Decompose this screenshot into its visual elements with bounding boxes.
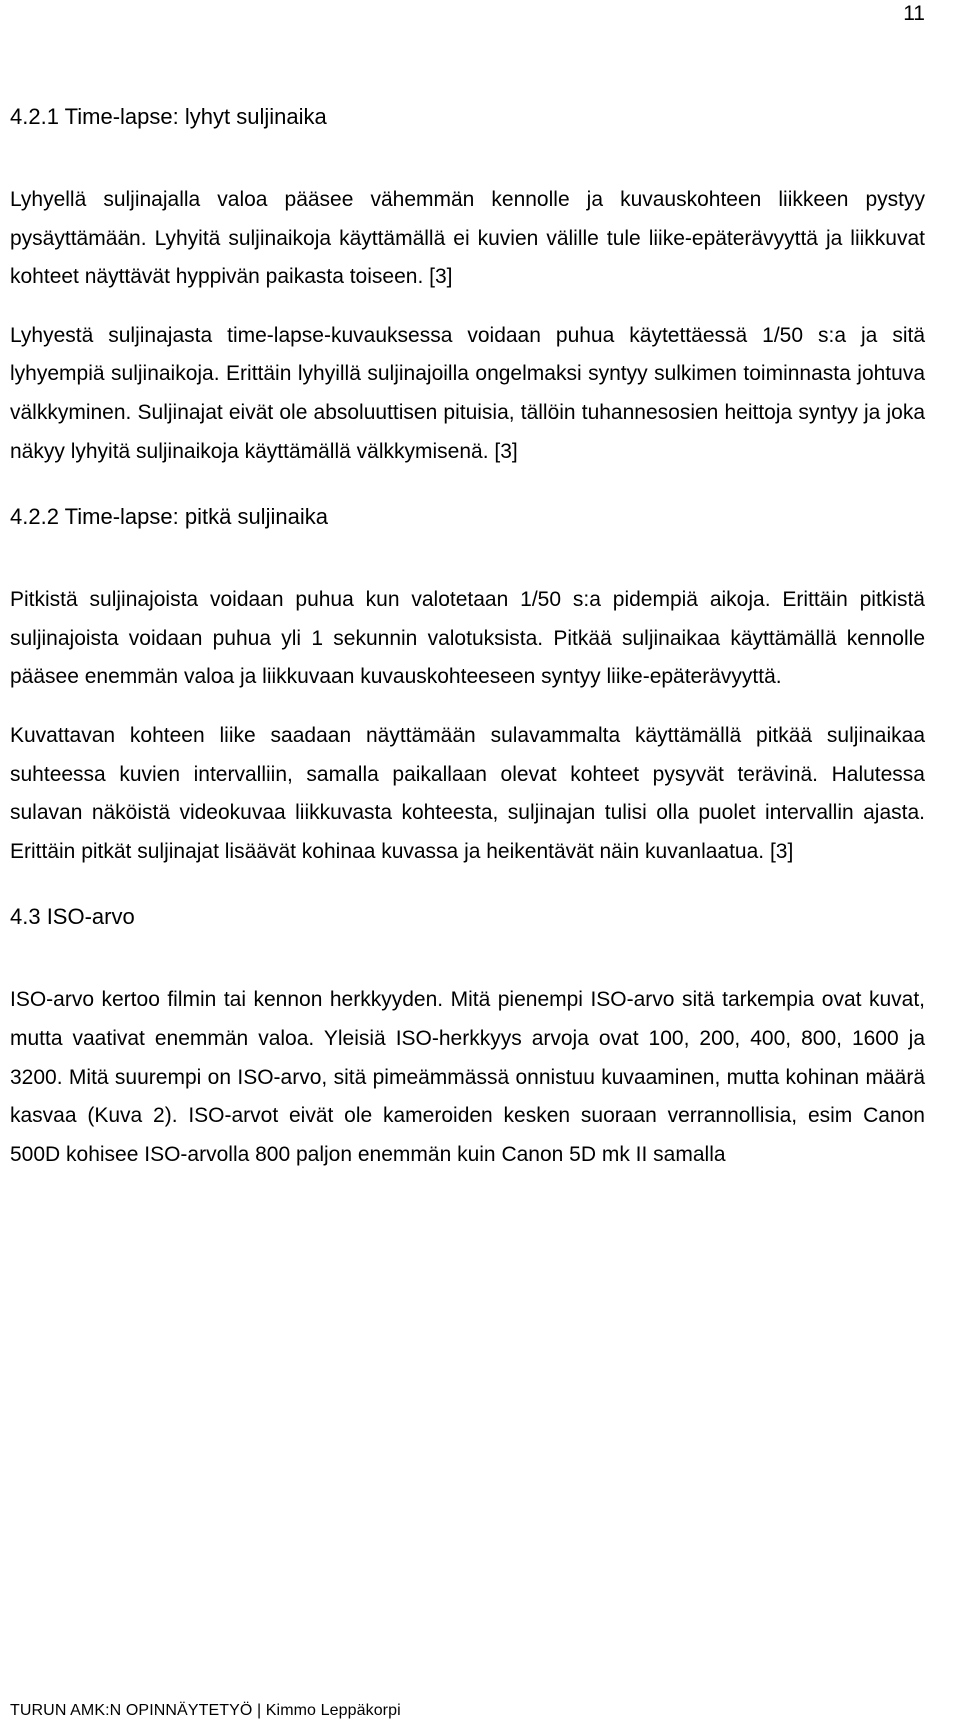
page-number: 11 xyxy=(903,2,925,25)
section-heading-short-shutter: 4.2.1 Time-lapse: lyhyt suljinaika xyxy=(10,104,327,129)
paragraph: Lyhyellä suljinajalla valoa pääsee vähemmän kennolle ja kuvauskohteen liikkeen pystyy pysäyttämään. Lyhyitä suljinaikoja käyttämällä ei kuvien välille tule liike-epäterävyyttä ja liikkuvat kohteet näyttävät hyppivän paikasta toiseen. [3] xyxy=(10,188,925,289)
section-heading-iso: 4.3 ISO-arvo xyxy=(10,904,135,930)
document-body xyxy=(10,98,925,1194)
section-heading-long-shutter: 4.2.2 Time-lapse: pitkä suljinaika xyxy=(10,504,328,530)
paragraph: Kuvattavan kohteen liike saadaan näyttämään sulavammalta käyttämällä pitkää suljinaikaa suhteessa kuvien intervalliin, samalla paikallaan olevat kohteet pysyvät terävinä. Halutessa sulavan näköistä videokuvaa liikkuvasta kohteesta, suljinajan tulisi olla puolet intervallin ajasta. Erittäin pitkät suljinajat lisäävät kohinaa kuvassa ja heikentävät näin kuvanlaatua. [3] xyxy=(10,723,925,863)
paragraph: Pitkistä suljinajoista voidaan puhua kun valotetaan 1/50 s:a pidempiä aikoja. Erittäin pitkistä suljinajoista voidaan puhua yli 1 sekunnin valotuksista. Pitkää suljinaikaa käyttämällä kennolle pääsee enemmän valoa ja liikkuvaan kuvauskohteeseen syntyy liike-epäterävyyttä. xyxy=(10,588,925,689)
paragraph: ISO-arvo kertoo filmin tai kennon herkkyyden. Mitä pienempi ISO-arvo sitä tarkempia ovat kuvat, mutta vaativat enemmän valoa. Yleisiä ISO-herkkyys arvoja ovat 100, 200, 400, 800, 1600 ja 3200. Mitä suurempi on ISO-arvo, sitä pimeämmässä onnistuu kuvaaminen, mutta kohinan määrä kasvaa (Kuva 2). ISO-arvot eivät ole kameroiden kesken suoraan verrannollisia, esim Canon 500D kohisee ISO-arvolla 800 paljon enemmän kuin Canon 5D mk II samalla xyxy=(10,988,925,1166)
paragraph: Lyhyestä suljinajasta time-lapse-kuvauksessa voidaan puhua käytettäessä 1/50 s:a ja sitä lyhyempiä suljinaikoja. Erittäin lyhyillä suljinajoilla ongelmaksi syntyy sulkimen toiminnasta johtuva välkkyminen. Suljinajat eivät ole absoluuttisen pituisia, tällöin tuhannesosien heittoja syntyy ja joka näkyy lyhyitä suljinaikoja käyttämällä välkkymisenä. [3] xyxy=(10,323,925,463)
page-footer: TURUN AMK:N OPINNÄYTETYÖ | Kimmo Leppäkorpi xyxy=(10,1702,401,1719)
